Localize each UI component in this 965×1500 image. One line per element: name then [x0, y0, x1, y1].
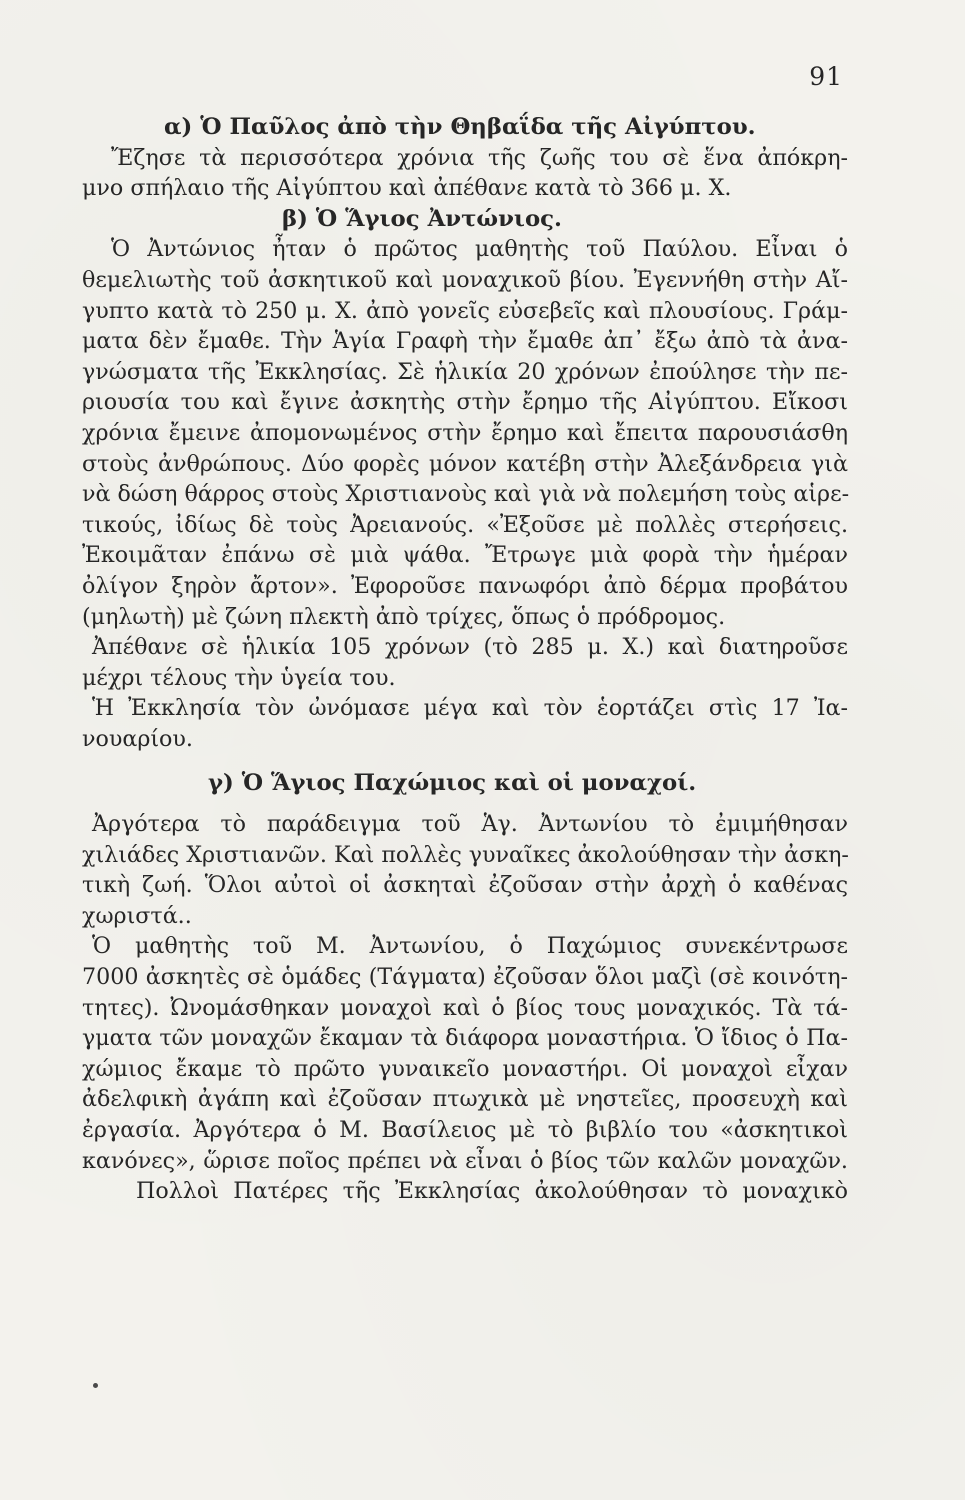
text-line: νὰ δώση θάρρος στοὺς Χριστιανοὺς καὶ γιὰ νὰ πολεμήση τοὺς αἱρε- [82, 481, 850, 508]
section-heading-antonios: β) Ὁ Ἅγιος Ἀντώνιος. [282, 205, 562, 232]
text-line: γματα τῶν μοναχῶν ἔκαμαν τὰ διάφορα μοναστήρια. Ὁ ἴδιος ὁ Πα- [82, 1025, 848, 1052]
text-line: γνώσματα τῆς Ἐκκλησίας. Σὲ ἡλικία 20 χρόνων ἐπούλησε τὴν πε- [82, 358, 848, 385]
text-line: θεμελιωτὴς τοῦ ἀσκητικοῦ καὶ μοναχικοῦ βίου. Ἐγεννήθη στὴν Αἴ- [82, 266, 848, 293]
text-line: (μηλωτὴ) μὲ ζώνη πλεκτὴ ἀπὸ τρίχες, ὅπως ὁ πρόδρομος. [82, 603, 726, 630]
page-number: 91 [809, 62, 843, 91]
text-line: κανόνες», ὥρισε ποῖος πρέπει νὰ εἶναι ὁ βίος τῶν καλῶν μοναχῶν. [82, 1147, 848, 1174]
text-line: τικὴ ζωή. Ὅλοι αὐτοὶ οἱ ἀσκηταὶ ἐζοῦσαν στὴν ἀρχὴ ὁ καθένας [82, 872, 848, 899]
text-line: Ἔζησε τὰ περισσότερα χρόνια τῆς ζωῆς του σὲ ἕνα ἀπόκρη- [111, 144, 848, 171]
text-line: χώμιος ἔκαμε τὸ πρῶτο γυναικεῖο μοναστήρι. Οἱ μοναχοὶ εἶχαν [82, 1055, 848, 1082]
text-line: νουαρίου. [82, 725, 193, 752]
section-heading-pachomios: γ) Ὁ Ἅγιος Παχώμιος καὶ οἱ μοναχοί. [208, 770, 697, 797]
text-line: ριουσία του καὶ ἔγινε ἀσκητὴς στὴν ἔρημο τῆς Αἰγύπτου. Εἴκοσι [82, 389, 848, 416]
text-line: Ὁ μαθητὴς τοῦ Μ. Ἀντωνίου, ὁ Παχώμιος συνεκέντρωσε [92, 933, 848, 960]
text-line: τητες). Ὠνομάσθηκαν μοναχοὶ καὶ ὁ βίος τους μοναχικός. Τὰ τά- [82, 994, 848, 1021]
margin-dot [93, 1383, 98, 1388]
text-line: γυπτο κατὰ τὸ 250 μ. Χ. ἀπὸ γονεῖς εὐσεβεῖς καὶ πλουσίους. Γράμ- [82, 297, 848, 324]
text-line: μνο σπήλαιο τῆς Αἰγύπτου καὶ ἀπέθανε κατὰ τὸ 366 μ. Χ. [82, 175, 732, 202]
page-body [82, 112, 848, 1207]
text-line: Ἀργότερα τὸ παράδειγμα τοῦ Ἁγ. Ἀντωνίου τὸ ἐμιμήθησαν [92, 811, 848, 838]
text-line: Πολλοὶ Πατέρες τῆς Ἐκκλησίας ἀκολούθησαν τὸ μοναχικὸ [136, 1178, 848, 1205]
text-line: χιλιάδες Χριστιανῶν. Καὶ πολλὲς γυναῖκες ἀκολούθησαν τὴν ἀσκη- [82, 841, 849, 868]
text-line: Ἀπέθανε σὲ ἡλικία 105 χρόνων (τὸ 285 μ. Χ.) καὶ διατηροῦσε [92, 634, 848, 661]
text-line: Ὁ Ἀντώνιος ἦταν ὁ πρῶτος μαθητὴς τοῦ Παύλου. Εἶναι ὁ [111, 236, 848, 263]
text-line: τικούς, ἰδίως δὲ τοὺς Ἀρειανούς. «Ἐξοῦσε μὲ πολλὲς στερήσεις. [82, 511, 848, 538]
text-line: ἀδελφικὴ ἀγάπη καὶ ἐζοῦσαν πτωχικὰ μὲ νηστεῖες, προσευχὴ καὶ [82, 1086, 848, 1113]
text-line: Ἡ Ἐκκλησία τὸν ὠνόμασε μέγα καὶ τὸν ἑορτάζει στὶς 17 Ἰα- [92, 695, 848, 722]
text-line: χωριστά.. [82, 902, 192, 929]
section-heading-paul: α) Ὁ Παῦλος ἀπὸ τὴν Θηβαΐδα τῆς Αἰγύπτου. [164, 114, 756, 140]
text-line: 7000 ἀσκητὲς σὲ ὁμάδες (Τάγματα) ἐζοῦσαν ὅλοι μαζὶ (σὲ κοινότη- [82, 964, 848, 991]
text-line: Ἐκοιμᾶταν ἐπάνω σὲ μιὰ ψάθα. Ἔτρωγε μιὰ φορὰ τὴν ἡμέραν [82, 542, 848, 569]
text-line: χρόνια ἔμεινε ἀπομονωμένος στὴν ἔρημο καὶ ἔπειτα παρουσιάσθη [82, 419, 848, 446]
text-line: ἐργασία. Ἀργότερα ὁ Μ. Βασίλειος μὲ τὸ βιβλίο του «ἀσκητικοὶ [82, 1117, 848, 1143]
text-line: ὀλίγον ξηρὸν ἄρτον». Ἐφοροῦσε πανωφόρι ἀπὸ δέρμα προβάτου [82, 572, 848, 599]
text-line: στοὺς ἀνθρώπους. Δύο φορὲς μόνον κατέβη στὴν Ἀλεξάνδρεια γιὰ [82, 450, 848, 477]
text-line: μέχρι τέλους τὴν ὑγεία του. [82, 664, 396, 691]
text-line: ματα δὲν ἔμαθε. Τὴν Ἁγία Γραφὴ τὴν ἔμαθε ἀπ᾿ ἔξω ἀπὸ τὰ ἀνα- [82, 328, 848, 355]
